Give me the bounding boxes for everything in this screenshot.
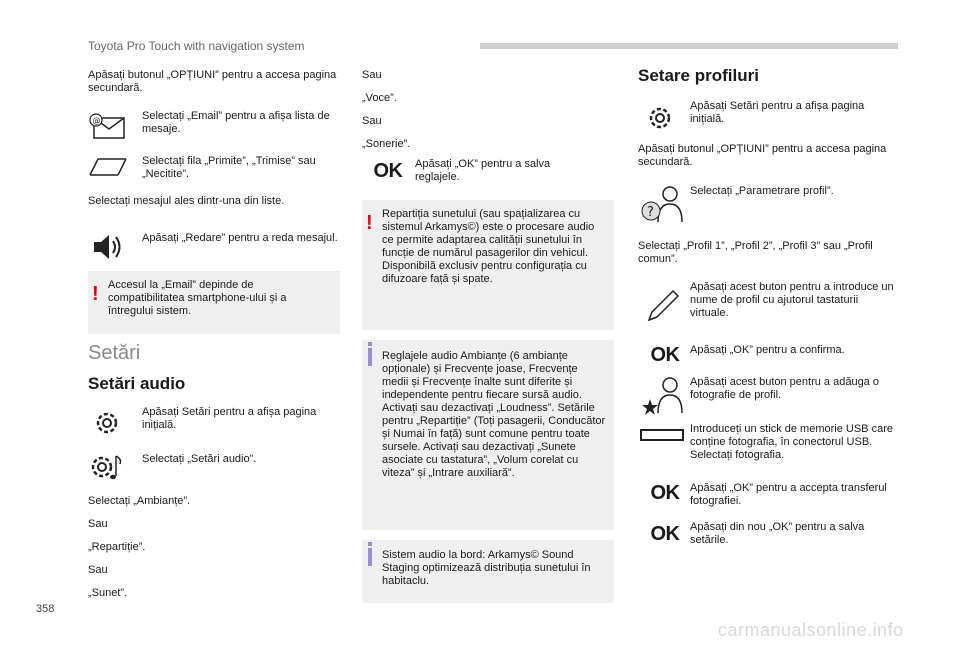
col1-p2: Selectați „Email” pentru a afișa lista de mesaje. bbox=[142, 110, 330, 135]
col3-p10: Apăsați din nou „OK” pentru a salva setările. bbox=[690, 521, 865, 546]
col1-p8: Selectați „Ambianțe”. bbox=[88, 495, 191, 507]
info-icon bbox=[368, 548, 372, 566]
audio-info-box bbox=[362, 340, 614, 530]
section-title: Setări bbox=[88, 342, 141, 364]
subsection-title: Setări audio bbox=[88, 374, 186, 393]
ok-icon[interactable]: OK bbox=[650, 481, 680, 504]
col1-p5: Apăsați „Redare” pentru a reda mesajul. bbox=[142, 232, 338, 244]
arkamys-info-box bbox=[362, 540, 614, 603]
pencil-icon[interactable] bbox=[643, 288, 683, 324]
speaker-icon bbox=[90, 232, 126, 262]
col1-p3: Selectați fila „Primite”, „Trimise” sau „Necitite”. bbox=[142, 155, 316, 180]
audio-settings-icon bbox=[88, 450, 128, 484]
col3-p8: Introduceți un stick de memorie USB care conține fotografia, în conectorul USB. Selectați fotografia. bbox=[690, 423, 893, 461]
page-number: 358 bbox=[36, 603, 55, 615]
col2-voce: „Voce”. bbox=[362, 92, 397, 104]
col1-sau2: Sau bbox=[88, 564, 108, 576]
warning-icon: ! bbox=[92, 283, 99, 305]
header-bar bbox=[480, 43, 898, 49]
usb-stick-icon bbox=[640, 426, 684, 444]
ok-icon: OK bbox=[373, 159, 403, 182]
warning-text: Accesul la „Email” depinde de compatibilitatea smartphone-ului și a întregului sistem. bbox=[108, 279, 287, 317]
col3-p9: Apăsați „OK” pentru a accepta transferul fotografiei. bbox=[690, 482, 887, 507]
col3-p5: Apăsați acest buton pentru a introduce un nume de profil cu ajutorul tastaturii virtuale. bbox=[690, 281, 894, 319]
col3-p6: Apăsați „OK” pentru a confirma. bbox=[690, 344, 845, 356]
warning-box bbox=[88, 271, 340, 334]
profiles-title: Setare profiluri bbox=[638, 66, 759, 85]
repartition-warning-box bbox=[362, 200, 614, 330]
col1-sau1: Sau bbox=[88, 518, 108, 530]
col3-p7: Apăsați acest buton pentru a adăuga o fotografie de profil. bbox=[690, 376, 879, 401]
repartition-warning-text: Repartiția sunetului (sau spațializarea cu sistemul Arkamys©) este o procesare audio ce permite adaptarea calității sunetului în funcție de numărul pasagerilor din vehicul. Disponibilă exclusiv pentru configurația cu difuzoare față și spate. bbox=[382, 208, 595, 285]
col1-p10: „Sunet”. bbox=[88, 587, 128, 599]
col2-sau2: Sau bbox=[362, 115, 382, 127]
col1-p9: „Repartiție”. bbox=[88, 541, 146, 553]
email-icon bbox=[88, 112, 128, 142]
warning-icon: ! bbox=[366, 212, 373, 234]
add-photo-profile-icon[interactable] bbox=[640, 375, 686, 415]
col1-p7: Selectați „Setări audio”. bbox=[142, 453, 257, 465]
tab-icon bbox=[88, 155, 128, 179]
col2-sonerie: „Sonerie”. bbox=[362, 138, 411, 150]
gear-icon bbox=[92, 408, 122, 438]
ok-icon[interactable]: OK bbox=[650, 522, 680, 545]
watermark: carmanualsonline.info bbox=[718, 620, 904, 640]
col3-p2: Apăsați butonul „OPȚIUNI” pentru a accesa pagina secundară. bbox=[638, 143, 887, 168]
col3-p3: Selectați „Parametrare profil”. bbox=[690, 185, 834, 197]
col2-sau1: Sau bbox=[362, 69, 382, 81]
info-icon bbox=[368, 348, 372, 366]
svg-text:?: ? bbox=[647, 205, 654, 220]
col3-p4: Selectați „Profil 1”, „Profil 2”, „Profil 3” sau „Profil comun”. bbox=[638, 240, 873, 265]
gear-icon bbox=[645, 103, 675, 133]
header-title: Toyota Pro Touch with navigation system bbox=[88, 39, 305, 53]
col1-p6: Apăsați Setări pentru a afișa pagina inițială. bbox=[142, 406, 317, 431]
audio-info-text: Reglajele audio Ambianțe (6 ambianțe opționale) și Frecvențe joase, Frecvențe medii și Frecvențe înalte sunt diferite și independente pentru fiecare sursă audio. Activați sau dezactivați „Loudness”. Setările pentru „Repartiție” (Toți pasagerii, Conducător și Numai în față) sunt comune pentru toate sursele. Activați sau dezactivați „Sunete asociate cu tastatura”, „Volum corelat cu viteza” și „Intrare auxiliară”. bbox=[382, 350, 606, 479]
profile-settings-icon bbox=[640, 184, 686, 224]
col2-p-ok: Apăsați „OK” pentru a salva reglajele. bbox=[415, 158, 551, 183]
col1-p4: Selectați mesajul ales dintr-una din liste. bbox=[88, 195, 285, 207]
ok-icon[interactable]: OK bbox=[650, 343, 680, 366]
svg-text:@: @ bbox=[92, 116, 101, 125]
col1-p1: Apăsați butonul „OPȚIUNI” pentru a accesa pagina secundară. bbox=[88, 69, 337, 94]
arkamys-info-text: Sistem audio la bord: Arkamys© Sound Staging optimizează distribuția sunetului în habitaclu. bbox=[382, 549, 591, 587]
col3-p1: Apăsați Setări pentru a afișa pagina inițială. bbox=[690, 100, 865, 125]
